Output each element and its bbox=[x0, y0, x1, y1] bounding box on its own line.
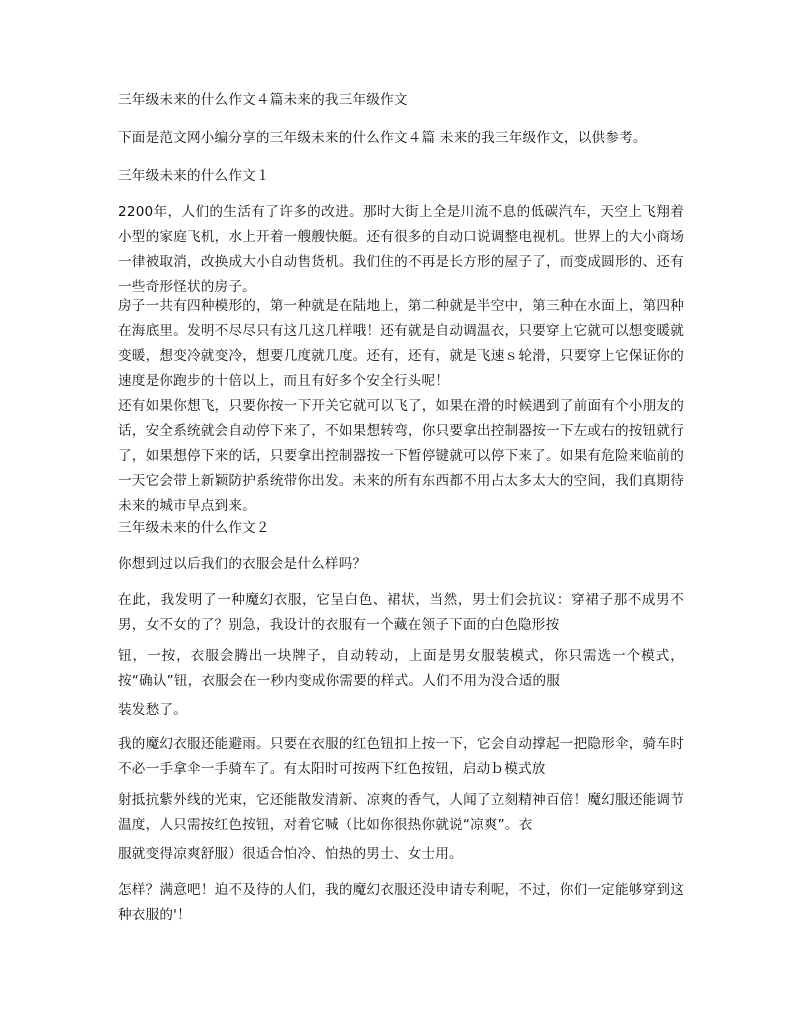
essay2-paragraph-4: 装发愁了。 bbox=[118, 702, 187, 718]
essay2-paragraph-1: 你想到过以后我们的衣服会是什么样吗？ bbox=[118, 556, 367, 572]
essay2-paragraph-2: 在此，我发明了一种魔幻衣服，它呈白色、裙状，当然，男士们会抗议：穿裙子那不成男不男，女不女的了？别急，我设计的衣服有一个藏在领子下面的白色隐形按 bbox=[118, 592, 684, 633]
essay2-paragraph-5: 我的魔幻衣服还能避雨。只要在衣服的红色钮扣上按一下，它会自动撑起一把隐形伞，骑车时不必一手拿伞一手骑车了。有太阳时可按两下红色按钮，启动ｂ模式放 bbox=[118, 736, 684, 777]
essay2-paragraph-6: 射抵抗紫外线的光束，它还能散发清新、凉爽的香气，人闻了立刻精神百倍！魔幻服还能调节温度，人只需按红色按钮，对着它喊（比如你很热你就说“凉爽”。衣 bbox=[118, 792, 684, 833]
intro-paragraph: 下面是范文网小编分享的三年级未来的什么作文４篇 未来的我三年级作文，以供参考。 bbox=[118, 130, 647, 146]
essay1-paragraph-3: 还有如果你想飞，只要你按一下开关它就可以飞了，如果在滑的时候遇到了前面有个小朋友的话，安全系统就会自动停下来了，不如果想转弯，你只要拿出控制器按一下左或右的按钮就行了，如果想停下来的话，只要拿出控制器按一下暂停键就可以停下来了。如果有危险来临前的一天它会带上新颖防护系统带你出发。未来的所有东西都不用占太多太大的空间，我们真期待未来的城市早点到来。 bbox=[118, 398, 684, 514]
essay2-paragraph-8: 怎样？满意吧！迫不及待的人们，我的魔幻衣服还没申请专利呢，不过，你们一定能够穿到这种衣服的'！ bbox=[118, 882, 684, 923]
essay1-paragraph-1: 2200年，人们的生活有了许多的改进。那时大街上全是川流不息的低碳汽车，天空上飞翔着小型的家庭飞机，水上开着一艘艘快艇。还有很多的自动口说调整电视机。世界上的大小商场一律被取消，改换成大小自动售货机。我们住的不再是长方形的屋子了，而变成圆形的、还有一些奇形怪状的房子。 bbox=[118, 204, 684, 295]
essay2-paragraph-7: 服就变得凉爽舒服）很适合怕冷、怕热的男士、女士用。 bbox=[118, 846, 463, 862]
essay2-paragraph-3: 钮，一按，衣服会腾出一块牌子，自动转动，上面是男女服装模式，你只需选一个模式，按“确认”钮，衣服会在一秒内变成你需要的样式。人们不用为没合适的服 bbox=[118, 648, 684, 689]
document-title: 三年级未来的什么作文４篇未来的我三年级作文 bbox=[118, 92, 408, 108]
essay1-heading: 三年级未来的什么作文１ bbox=[118, 168, 270, 184]
essay1-paragraph-2: 房子一共有四种模形的，第一种就是在陆地上，第二种就是半空中，第三种在水面上，第四种在海底里。发明不尽尽只有这几这几样哦！还有就是自动调温衣，只要穿上它就可以想变暖就变暖，想变冷就变冷，想要几度就几度。还有，还有，就是飞速ｓ轮滑，只要穿上它保证你的速度是你跑步的十倍以上，而且有好多个安全行头呢！ bbox=[118, 298, 684, 389]
essay2-heading: 三年级未来的什么作文２ bbox=[118, 520, 270, 536]
